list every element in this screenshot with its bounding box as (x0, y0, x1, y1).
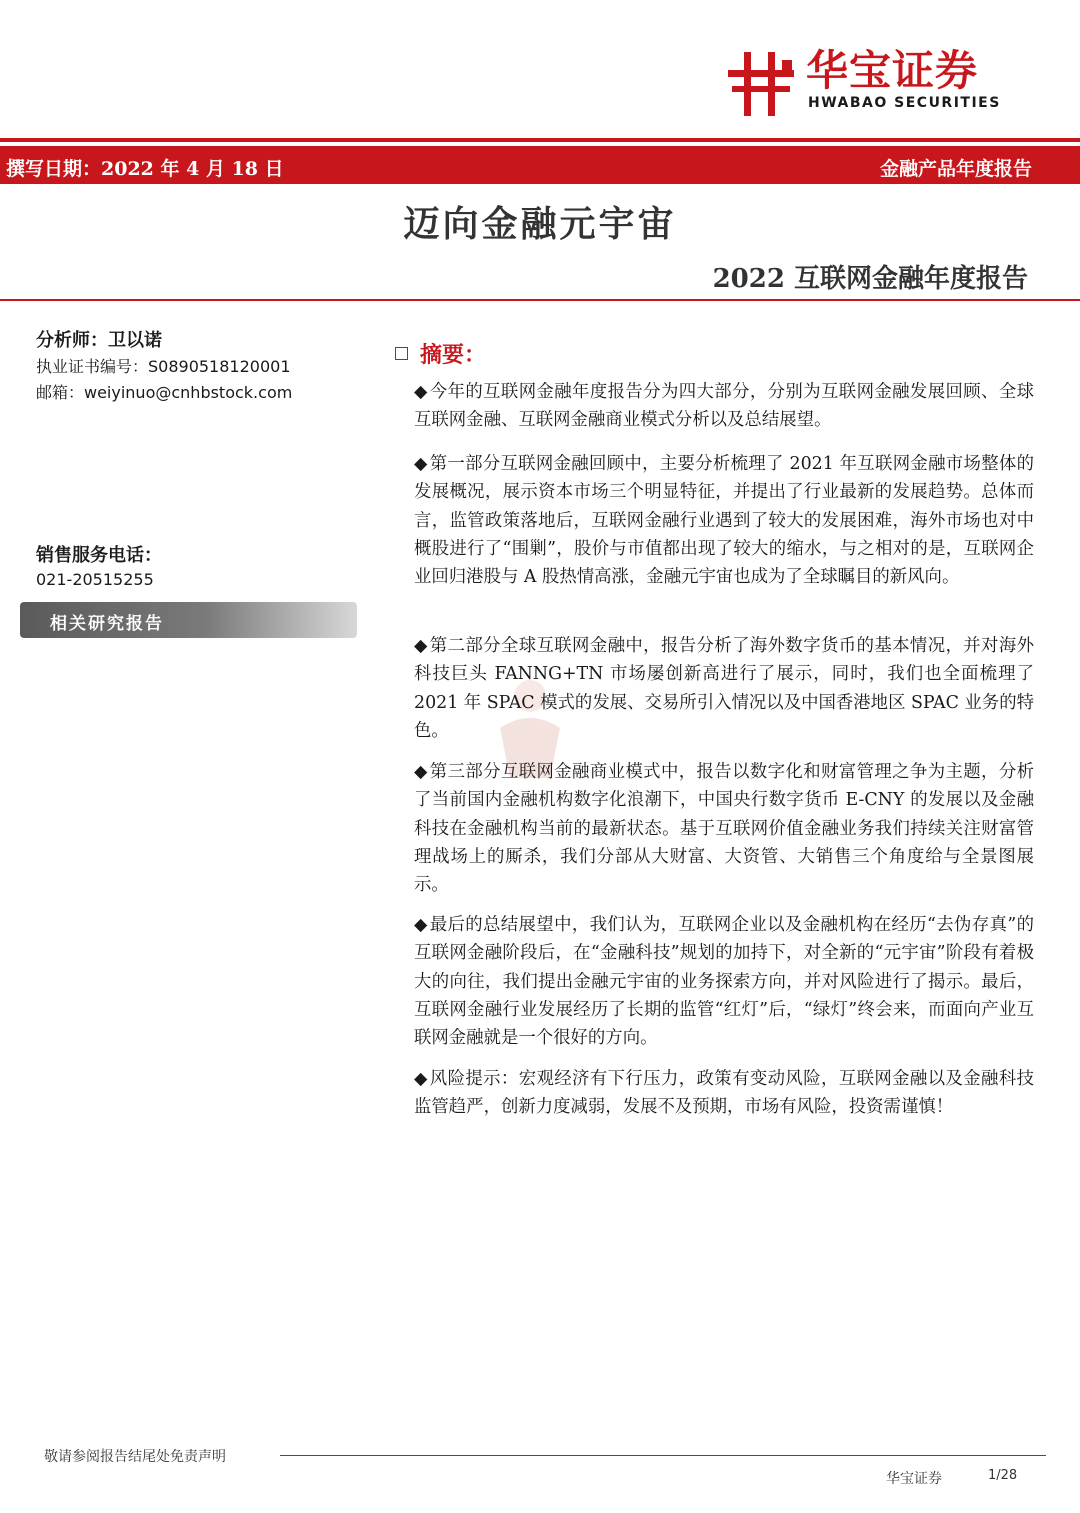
report-date: 撰写日期：2022 年 4 月 18 日 (6, 158, 284, 180)
diamond-bullet-icon: ◆ (414, 915, 428, 935)
summary-paragraph (414, 378, 1034, 435)
summary-paragraph (414, 450, 1034, 591)
summary-heading (395, 338, 486, 369)
certificate-number: 执业证书编号：S0890518120001 (36, 357, 291, 376)
summary-paragraph (414, 758, 1034, 899)
related-reports-label: 相关研究报告 (50, 614, 164, 634)
summary-paragraph-text: 第一部分互联网金融回顾中，主要分析梳理了 2021 年互联网金融市场整体的发展概况，展示资本市场三个明显特征，并提出了行业最新的发展趋势。总体而言，监管政策落地后，互联网金融行业遇到了较大的发展困难，海外市场也对中概股进行了“围剿”，股价与市值都出现了较大的缩水，与之相对的是，互联网企业回归港股与 A 股热情高涨，金融元宇宙也成为了全球瞩目的新风向。 (414, 454, 1034, 588)
logo-name-cn: 华宝证券 (806, 46, 979, 95)
hwabao-logo-icon (728, 52, 796, 116)
title-divider (0, 299, 1080, 301)
diamond-bullet-icon: ◆ (414, 636, 428, 656)
analyst-info (36, 328, 366, 406)
logo-name-en: HWABAO SECURITIES (808, 95, 1001, 111)
summary-paragraph-text: 第三部分互联网金融商业模式中，报告以数字化和财富管理之争为主题，分析了当前国内金融机构数字化浪潮下，中国央行数字货币 E-CNY 的发展以及金融科技在金融机构当前的最新状态。基于互联网价值金融业务我们持续关注财富管理战场上的厮杀，我们分部从大财富、大资管、大销售三个角度给与全景图展示。 (414, 762, 1035, 896)
diamond-bullet-icon: ◆ (414, 454, 428, 474)
footer-divider (280, 1455, 1046, 1456)
summary-paragraph-text: 风险提示：宏观经济有下行压力，政策有变动风险，互联网金融以及金融科技监管趋严，创新力度减弱，发展不及预期，市场有风险，投资需谨慎！ (414, 1069, 1035, 1118)
footer-brand: 华宝证券 (886, 1471, 942, 1487)
header-band (0, 146, 1080, 184)
sales-phone: 021-20515255 (36, 570, 154, 589)
page-number: 1/28 (988, 1468, 1018, 1483)
company-logo (728, 48, 1038, 118)
analyst-name: 分析师：卫以诺 (36, 330, 162, 351)
checkbox-square-icon (395, 347, 408, 360)
footer-disclaimer: 敬请参阅报告结尾处免责声明 (44, 1449, 226, 1465)
analyst-email[interactable]: 邮箱：weiyinuo@cnhbstock.com (36, 383, 293, 402)
related-reports-bar (20, 602, 357, 638)
page-subtitle: 2022 互联网金融年度报告 (712, 264, 1028, 294)
page-title: 迈向金融元宇宙 (403, 203, 677, 245)
top-divider (0, 138, 1080, 142)
summary-paragraph-text: 最后的总结展望中，我们认为，互联网企业以及金融机构在经历“去伪存真”的互联网金融阶段后，在“金融科技”规划的加持下，对全新的“元宇宙”阶段有着极大的向往，我们提出金融元宇宙的业务探索方向，并对风险进行了揭示。最后，互联网金融行业发展经历了长期的监管“红灯”后，“绿灯”终会来，而面向产业互联网金融就是一个很好的方向。 (414, 915, 1034, 1049)
summary-paragraph-text: 第二部分全球互联网金融中，报告分析了海外数字货币的基本情况，并对海外科技巨头 FANNG+TN 市场屡创新高进行了展示，同时，我们也全面梳理了 2021 年 SPAC 模式的发展、交易所引入情况以及中国香港地区 SPAC 业务的特色。 (414, 636, 1035, 741)
summary-title: 摘要： (420, 342, 487, 368)
report-type: 金融产品年度报告 (879, 158, 1032, 180)
diamond-bullet-icon: ◆ (414, 762, 428, 782)
diamond-bullet-icon: ◆ (414, 1069, 428, 1089)
summary-paragraph (414, 911, 1034, 1052)
diamond-bullet-icon: ◆ (414, 382, 428, 402)
summary-paragraph (414, 1065, 1034, 1122)
summary-paragraph (414, 632, 1034, 745)
summary-paragraph-text: 今年的互联网金融年度报告分为四大部分，分别为互联网金融发展回顾、全球互联网金融、互联网金融商业模式分析以及总结展望。 (414, 382, 1035, 431)
sales-phone-label: 销售服务电话： (36, 545, 162, 566)
